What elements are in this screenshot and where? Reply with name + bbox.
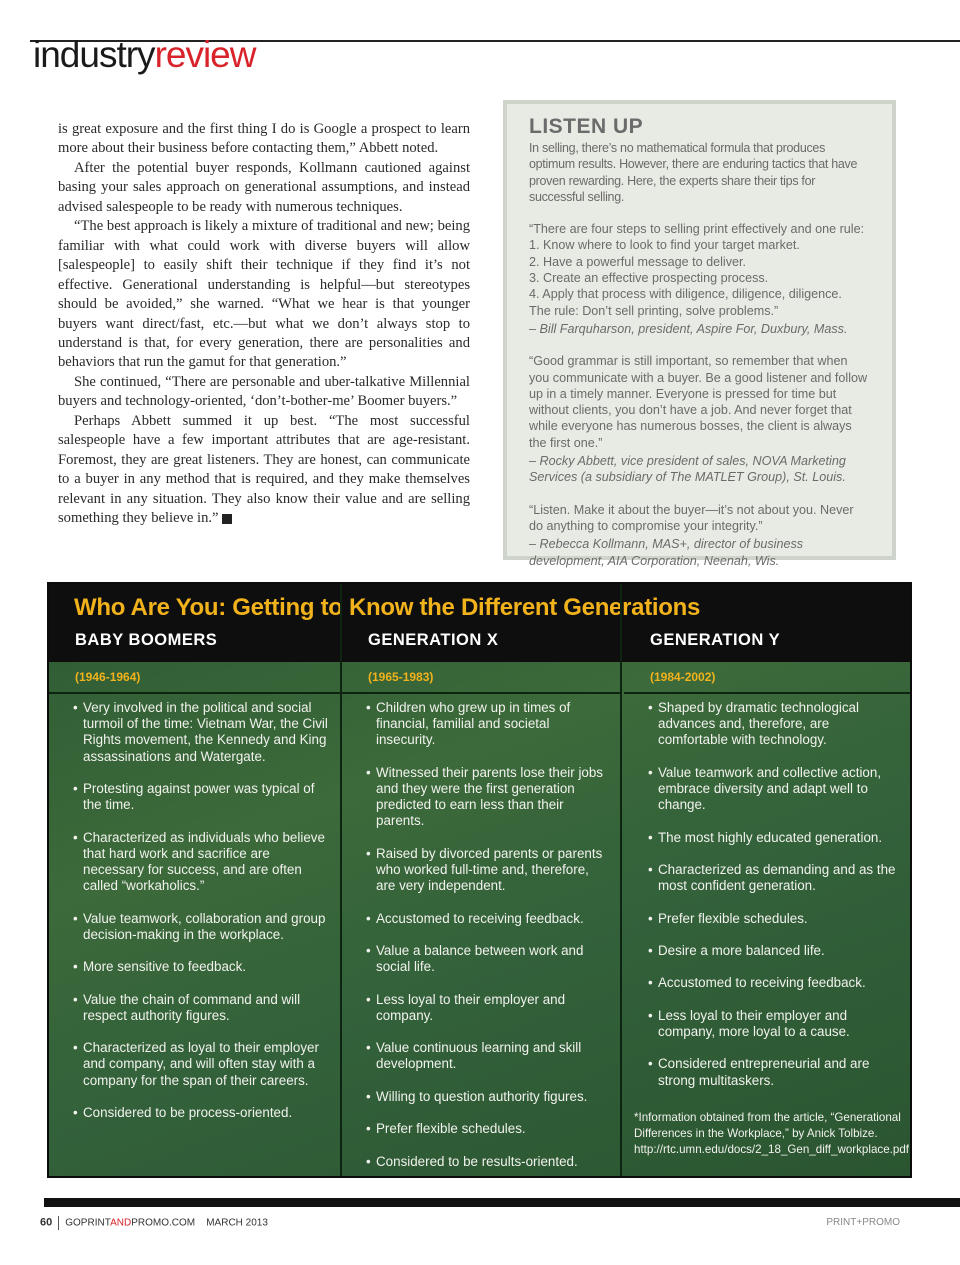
list-item: • Value teamwork, collaboration and group decision-making in the workplace. [73, 911, 330, 943]
column-years: (1965-1983) [368, 670, 434, 684]
article-paragraph: “The best approach is likely a mixture of traditional and new; being familiar with what could work with diverse buyers will allow [salespeople] to easily shift their technique if they find it’s not effective. Generational understanding is helpful—but stereotypes should be avoided,” she warned. “What we hear is that younger buyers want direct/fast, etc.—but what we don’t always stop to understand is that, for every generation, there are personalities and behaviors that run the gamut for that generation.” [58, 218, 470, 371]
list-item: • Very involved in the political and social turmoil of the time: Vietnam War, the Civil Rights movement, the Kennedy and King assassinations and Watergate. [73, 700, 330, 765]
column-generation-y [624, 584, 910, 1176]
issue-date: MARCH 2013 [206, 1217, 268, 1229]
list-item: • Desire a more balanced life. [648, 943, 900, 959]
column-years-row [624, 662, 910, 694]
list-item: • Raised by divorced parents or parents who worked full-time and, therefore, are very independent. [366, 846, 610, 895]
column-heading: GENERATION X [368, 631, 499, 649]
sidebar-quote-1-attribution: – Bill Farquharson, president, Aspire For, Duxbury, Mass. [529, 321, 848, 336]
list-item: • Prefer flexible schedules. [648, 911, 900, 927]
sidebar-quote-3-attribution: – Rebecca Kollmann, MAS+, director of business development, AIA Corporation, Neenah, Wis. [529, 537, 804, 568]
quote-line: 1. Know where to look to find your target market. [529, 238, 800, 253]
list-item: • Characterized as loyal to their employer and company, and will often stay with a company for the span of their careers. [73, 1040, 330, 1089]
column-years-row [49, 662, 340, 694]
footer-rule [44, 1198, 960, 1207]
column-years-row [342, 662, 620, 694]
section-masthead [33, 36, 255, 73]
column-heading: BABY BOOMERS [75, 631, 218, 649]
column-years: (1946-1964) [75, 670, 141, 684]
article-paragraph [58, 412, 470, 529]
site-name-part: AND [110, 1217, 132, 1229]
list-item: • Less loyal to their employer and company. [366, 992, 610, 1024]
quote-line: 3. Create an effective prospecting process. [529, 271, 769, 286]
quote-line: The rule: Don’t sell printing, solve problems.” [529, 303, 779, 318]
list-item: • Value teamwork and collective action, embrace diversity and adapt well to change. [648, 765, 900, 814]
sidebar-quote-2: “Good grammar is still important, so remember that when you communicate with a buyer. Be a good listener and follow up in a timely manner. Everyone is pressed for time but without clients, you don’t have a job. And never forget that while everyone has numerous bosses, the client is always the first one.” [529, 354, 868, 450]
trait-list [366, 700, 610, 1186]
list-item: • Children who grew up in times of financial, familial and societal insecurity. [366, 700, 610, 749]
list-item: • Characterized as individuals who believe that hard work and sacrifice are necessary for success, and are often called “workaholics.” [73, 830, 330, 895]
page-number: 60 [40, 1216, 53, 1229]
list-item: • Value the chain of command and will respect authority figures. [73, 992, 330, 1024]
list-item: • Considered to be results-oriented. [366, 1154, 610, 1170]
quote-line: 2. Have a powerful message to deliver. [529, 254, 747, 269]
sidebar-intro: In selling, there’s no mathematical formula that produces optimum results. However, there are enduring tactics that have proven rewarding. Here, the experts share their tips for successful selling. [529, 141, 858, 204]
masthead-word-industry: industry [33, 34, 155, 75]
sidebar-quote-3: “Listen. Make it about the buyer—it’s not about you. Never do anything to compromise your integrity.” [529, 502, 854, 533]
trait-list [73, 700, 330, 1137]
list-item: • Prefer flexible schedules. [366, 1121, 610, 1137]
article-paragraph: is great exposure and the first thing I do is Google a prospect to learn more about their business before contacting them,” Abbett noted. [58, 121, 470, 157]
list-item: • Value continuous learning and skill development. [366, 1040, 610, 1072]
list-item: • Protesting against power was typical of the time. [73, 781, 330, 813]
site-name-part: PROMO.COM [131, 1217, 196, 1229]
article-paragraph: She continued, “There are personable and uber-talkative Millennial buyers and technology-oriented, ‘don’t-bother-me’ Boomer buyers.” [58, 373, 470, 410]
footer-brand: PRINT+PROMO [826, 1217, 900, 1228]
column-baby-boomers [49, 584, 342, 1176]
list-item: • Considered to be process-oriented. [73, 1105, 330, 1121]
trait-list [648, 700, 900, 1105]
list-item: • Shaped by dramatic technological advances and, therefore, are comfortable with technology. [648, 700, 900, 749]
list-item: • Accustomed to receiving feedback. [648, 975, 900, 991]
column-years: (1984-2002) [650, 670, 716, 684]
sidebar-quote-2-attribution: – Rocky Abbett, vice president of sales, NOVA Marketing Services (a subsidiary of The MATLET Group), St. Louis. [529, 454, 846, 485]
list-item: • The most highly educated generation. [648, 830, 900, 846]
list-item: • Less loyal to their employer and company, more loyal to a cause. [648, 1008, 900, 1040]
article-body [58, 120, 470, 529]
site-name-part: GOPRINT [65, 1217, 111, 1229]
source-note: *Information obtained from the article, “Generational Differences in the Workplace,” by Anick Tolbize. http://rtc.umn.edu/docs/2_18_Gen_diff_workplace.pdf [634, 1111, 909, 1157]
list-item: • Characterized as demanding and as the most confident generation. [648, 862, 900, 894]
list-item: • Willing to question authority figures. [366, 1089, 610, 1105]
list-item: • Considered entrepreneurial and are strong multitaskers. [648, 1056, 900, 1088]
page-footer [40, 1216, 268, 1230]
list-item: • Witnessed their parents lose their jobs and they were the first generation predicted to earn less than their parents. [366, 765, 610, 830]
end-of-article-icon: + [222, 514, 232, 524]
quote-line: “There are four steps to selling print effectively and one rule: [529, 222, 865, 237]
list-item: • Value a balance between work and social life. [366, 943, 610, 975]
article-paragraph-text: Perhaps Abbett summed it up best. “The most successful salespeople have a few important attributes that are age-resistant. Foremost, they are great listeners. They are honest, can communicate to a buyer in any method that is required, and they make themselves relevant in any situation. They also know their value and are selling something they believe in.” [58, 412, 470, 527]
generations-table-title: Who Are You: Getting to Know the Different Generations [74, 594, 701, 621]
masthead-word-review: review [154, 34, 256, 75]
generations-table [47, 582, 912, 1178]
column-generation-x [342, 584, 622, 1176]
sidebar-title: LISTEN UP [529, 115, 644, 138]
listen-up-sidebar [503, 100, 896, 568]
footer-divider [58, 1216, 59, 1230]
article-paragraph: After the potential buyer responds, Kollmann cautioned against basing your sales approach on generational assumptions, and instead advised salespeople to be ready with numerous techniques. [58, 159, 470, 215]
column-heading: GENERATION Y [650, 631, 781, 649]
quote-line: 4. Apply that process with diligence, diligence, diligence. [529, 287, 842, 302]
sidebar-quote-1 [529, 221, 870, 319]
list-item: • Accustomed to receiving feedback. [366, 911, 610, 927]
list-item: • More sensitive to feedback. [73, 959, 330, 975]
